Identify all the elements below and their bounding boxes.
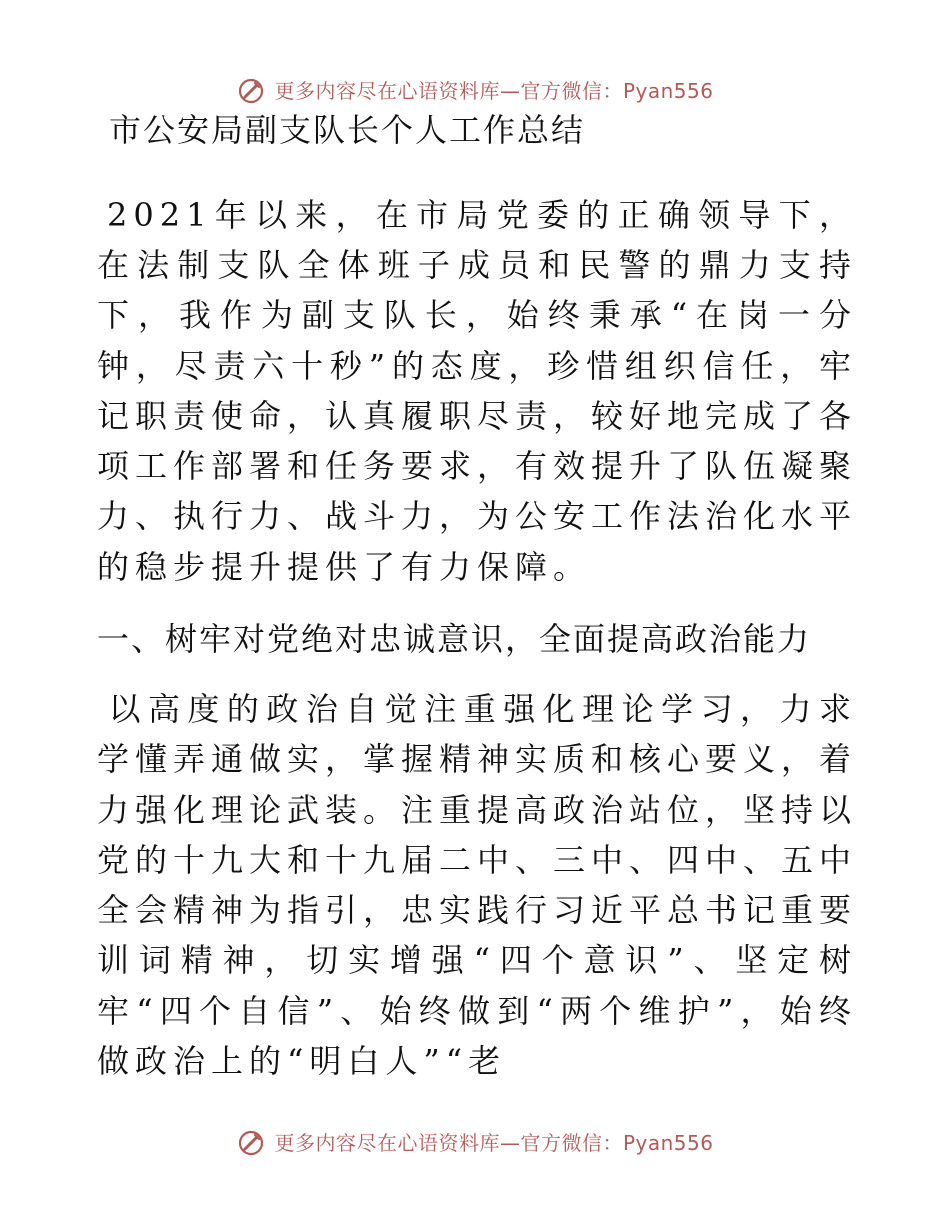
paragraph [97,684,857,1086]
watermark-text: 更多内容尽在心语资料库—官方微信：Pyan556 [274,79,714,103]
paragraph-text: 2021年以来，在市局党委的正确领导下，在法制支队全体班子成员和民警的鼎力支持下，我作为副支队长，始终秉承“在岗一分钟，尽责六十秒”的态度，珍惜组织信任，牢记职责使命，认真履职尽责，较好地完成了各项工作部署和任务要求，有效提升了队伍凝聚力、执行力、战斗力，为公安工作法治化水平的稳步提升提供了有力保障。 [97,196,857,586]
pen-in-circle-icon [236,1128,266,1158]
footer-watermark [0,1128,950,1158]
header-watermark [0,76,950,106]
document-title: 市公安局副支队长个人工作总结 [109,112,586,149]
document-body [97,112,857,1112]
paragraph-text: 以高度的政治自觉注重强化理论学习，力求学懂弄通做实，掌握精神实质和核心要义，着力强化理论武装。注重提高政治站位，坚持以党的十九大和十九届二中、三中、四中、五中全会精神为指引，忠实践行习近平总书记重要训词精神，切实增强“四个意识”、坚定树牢“四个自信”、始终做到“两个维护”，始终做政治上的“明白人”“老 [97,690,857,1080]
paragraph [97,190,857,592]
watermark-text: 更多内容尽在心语资料库—官方微信：Pyan556 [274,1131,714,1155]
section-heading: 一、树牢对党绝对忠诚意识，全面提高政治能力 [97,619,812,658]
pen-in-circle-icon [236,76,266,106]
